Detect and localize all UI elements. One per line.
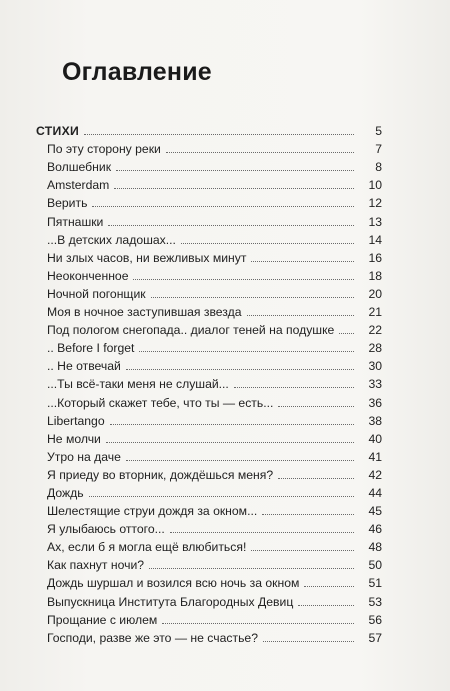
toc-entry-row <box>36 210 382 228</box>
toc-entry-row <box>36 247 382 265</box>
toc-entry-title: Как пахнут ночи? <box>47 558 145 573</box>
toc-entry-row <box>36 391 382 409</box>
dot-leader <box>263 641 354 642</box>
dot-leader <box>84 134 354 135</box>
toc-entry-title: Прощание с июлем <box>47 612 158 627</box>
toc-page-number: 8 <box>375 160 382 175</box>
toc-entry-title: Моя в ночное заступившая звезда <box>47 305 242 320</box>
toc-entry-title: Я приеду во вторник, дождёшься меня? <box>47 467 274 482</box>
toc-page-number: 33 <box>368 377 382 392</box>
dot-leader <box>162 623 354 624</box>
toc-entry-title: Шелестящие струи дождя за окном... <box>47 504 258 519</box>
toc-entry-row <box>36 301 382 319</box>
toc-entry-row <box>36 536 382 554</box>
toc-entry-row <box>36 174 382 192</box>
dot-leader <box>114 188 354 189</box>
toc-page-number: 56 <box>368 612 382 627</box>
dot-leader <box>278 406 354 407</box>
toc-page-number: 20 <box>368 286 382 301</box>
toc-entry-title: Пятнашки <box>47 214 104 229</box>
toc-page-number: 38 <box>368 413 382 428</box>
toc-page-number: 18 <box>368 268 382 283</box>
dot-leader <box>247 315 354 316</box>
toc-page-number: 46 <box>368 522 382 537</box>
dot-leader <box>166 152 354 153</box>
dot-leader <box>149 568 354 569</box>
toc-entry-row <box>36 428 382 446</box>
dot-leader <box>151 297 354 298</box>
toc-entry-row <box>36 192 382 210</box>
toc-entry-row <box>36 482 382 500</box>
toc-page-number: 21 <box>368 305 382 320</box>
toc-entry-title: ...Ты всё-таки меня не слушай... <box>47 377 229 392</box>
toc-entry-title: Дождь шуршал и возился всю ночь за окном <box>47 576 300 591</box>
toc-page-number: 45 <box>368 504 382 519</box>
table-of-contents <box>36 120 382 645</box>
toc-page-number: 22 <box>368 323 382 338</box>
toc-entry-title: Я улыбаюсь оттого... <box>47 522 165 537</box>
toc-entry-row <box>36 156 382 174</box>
toc-page-number: 51 <box>368 576 382 591</box>
toc-page-number: 42 <box>368 467 382 482</box>
dot-leader <box>108 225 354 226</box>
dot-leader <box>298 605 354 606</box>
toc-page-number: 28 <box>368 341 382 356</box>
dot-leader <box>126 460 354 461</box>
toc-entry-row <box>36 337 382 355</box>
toc-entry-title: Верить <box>47 196 88 211</box>
toc-entry-title: Libertango <box>47 413 105 428</box>
toc-entry-row <box>36 590 382 608</box>
dot-leader <box>116 170 354 171</box>
toc-entry-title: Выпускница Института Благородных Девиц <box>47 594 294 609</box>
toc-section-row <box>36 120 382 138</box>
toc-entry-row <box>36 464 382 482</box>
toc-page-number: 16 <box>368 250 382 265</box>
toc-entry-title: Неоконченное <box>47 268 129 283</box>
toc-entry-title: Дождь <box>47 485 84 500</box>
toc-page-number: 36 <box>368 395 382 410</box>
toc-page-number: 40 <box>368 431 382 446</box>
toc-entry-row <box>36 554 382 572</box>
toc-entry-row <box>36 283 382 301</box>
dot-leader <box>139 351 354 352</box>
toc-page-number: 48 <box>368 540 382 555</box>
toc-entry-row <box>36 627 382 645</box>
dot-leader <box>89 496 354 497</box>
toc-page-number: 44 <box>368 485 382 500</box>
toc-entry-title: Волшебник <box>47 160 112 175</box>
toc-entry-title: Не молчи <box>47 431 101 446</box>
dot-leader <box>110 424 354 425</box>
toc-entry-row <box>36 500 382 518</box>
dot-leader <box>339 333 354 334</box>
toc-entry-row <box>36 138 382 156</box>
toc-page-number: 53 <box>368 594 382 609</box>
toc-entry-title: Ни злых часов, ни вежливых минут <box>47 250 247 265</box>
toc-entry-title: .. Before I forget <box>47 341 135 356</box>
toc-entry-row <box>36 609 382 627</box>
dot-leader <box>170 532 354 533</box>
dot-leader <box>92 206 354 207</box>
toc-entry-title: .. Не отвечай <box>47 359 121 374</box>
toc-entry-row <box>36 355 382 373</box>
toc-entry-title: Утро на даче <box>47 449 121 464</box>
toc-entry-row <box>36 518 382 536</box>
toc-page-number: 41 <box>368 449 382 464</box>
toc-page-number: 50 <box>368 558 382 573</box>
toc-entry-title: Господи, разве же это — не счастье? <box>47 630 258 645</box>
dot-leader <box>133 279 354 280</box>
toc-entry-row <box>36 410 382 428</box>
dot-leader <box>106 442 354 443</box>
dot-leader <box>181 243 354 244</box>
toc-entry-row <box>36 572 382 590</box>
page-title: Оглавление <box>62 58 212 86</box>
toc-page-number: 30 <box>368 359 382 374</box>
toc-page-number: 57 <box>368 630 382 645</box>
toc-entry-row <box>36 373 382 391</box>
dot-leader <box>251 550 354 551</box>
toc-section-title: СТИХИ <box>36 124 80 139</box>
dot-leader <box>304 586 354 587</box>
dot-leader <box>251 261 354 262</box>
toc-entry-row <box>36 446 382 464</box>
toc-entry-row <box>36 229 382 247</box>
toc-page-number: 10 <box>368 178 382 193</box>
toc-entry-row <box>36 319 382 337</box>
toc-entry-title: Ночной погонщик <box>47 286 146 301</box>
toc-page-number: 12 <box>368 196 382 211</box>
dot-leader <box>262 514 354 515</box>
toc-page-number: 14 <box>368 232 382 247</box>
dot-leader <box>126 369 354 370</box>
toc-entry-row <box>36 265 382 283</box>
toc-page-number: 7 <box>375 142 382 157</box>
dot-leader <box>234 387 354 388</box>
toc-entry-title: Под пологом снегопада.. диалог теней на подушке <box>47 323 335 338</box>
toc-page-number: 5 <box>375 124 382 139</box>
toc-entry-title: Amsterdam <box>47 178 110 193</box>
toc-entry-title: По эту сторону реки <box>47 142 161 157</box>
toc-page-number: 13 <box>368 214 382 229</box>
toc-entry-title: Ах, если б я могла ещё влюбиться! <box>47 540 247 555</box>
toc-entry-title: ...В детских ладошах... <box>47 232 176 247</box>
toc-entry-title: ...Который скажет тебе, что ты — есть... <box>47 395 274 410</box>
dot-leader <box>278 478 354 479</box>
